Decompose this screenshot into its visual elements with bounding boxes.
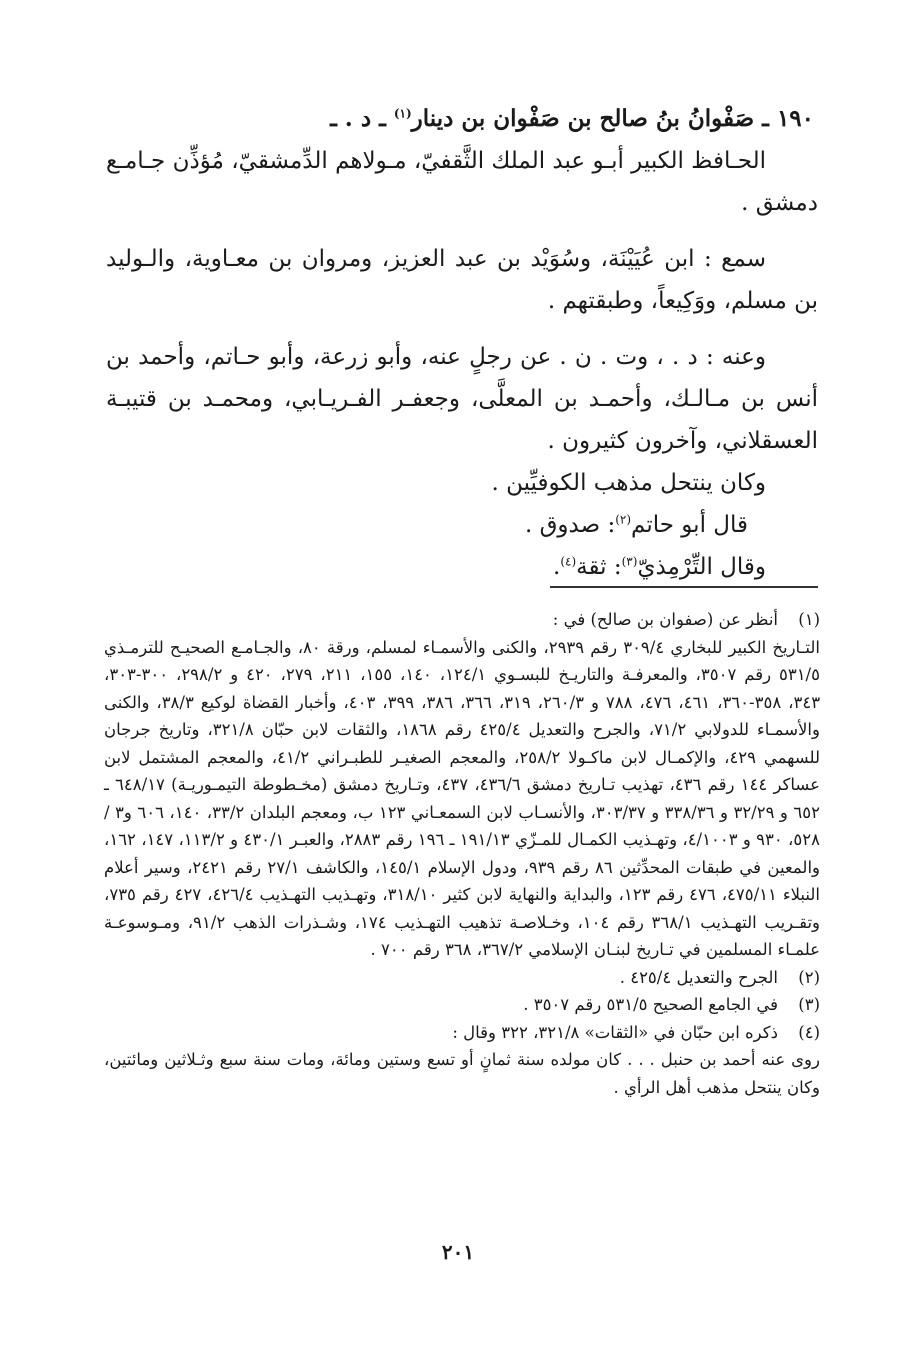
page-number: ٢٠١: [441, 1240, 475, 1264]
footnote-text: أنظر عن (صفوان بن صالح) في :: [552, 610, 778, 629]
footnote-number: (١): [798, 610, 820, 629]
entry-intro: الحـافظ الكبير أبـو عبد الملك الثَّقفيّ، مـولاهم الدِّمشقيّ، مُؤذِّن جـامـع دمشق .: [106, 148, 818, 216]
entry-heading: [106, 98, 818, 140]
biography-entry: [106, 98, 818, 588]
quote-tirmidhi-speaker: وقال التِّرْمِذيّ: [637, 554, 766, 580]
footnote-4: [104, 1019, 820, 1047]
entry-heading-suffix: ـ د . ـ: [330, 105, 394, 132]
entry-narrators: وعنه : د . ، وت . ن . عن رجلٍ عنه، وأبو زرعة، وأبو حـاتم، وأحمد بن أنس بن مـالـك، وأحمـد بن المعلَّى، وجعفـر الفـريـابي، ومحمـد بن قتيبـة العسقلاني، وآخرون كثيرون .: [106, 344, 818, 454]
entry-madhhab: وكان ينتحل مذهب الكوفيِّين .: [491, 470, 766, 496]
footnote-text: في الجامع الصحيح ٥٣١/٥ رقم ٣٥٠٧ .: [523, 995, 778, 1014]
entry-heard-from: سمع : ابن عُيَيْنَة، وسُوَيْد بن عبد العزيز، ومروان بن معـاوية، والـوليد بن مسلم، ووَكِيعاً، وطبقتهم .: [106, 246, 818, 314]
quote-abu-hatim-verdict: : صدوق .: [524, 512, 616, 538]
footnote-text: الجرح والتعديل ٤٢٥/٤ .: [619, 967, 778, 987]
footnote-divider: [550, 586, 818, 588]
footnote-number: (٢): [798, 967, 820, 987]
footnote-1: [104, 606, 820, 634]
footnotes: [104, 606, 820, 1101]
footnote-number: (٣): [798, 995, 820, 1014]
footnote-4-quote: روى عنه أحمد بن حنبل . . . كان مولده سنة ثمانٍ أو تسع وستين ومائة، ومات سنة سبع وثـلاثين ومائتين، وكان ينتحل مذهب أهل الرأي .: [104, 1050, 820, 1097]
footnote-ref-3: (٣): [621, 554, 638, 569]
footnote-ref-2: (٢): [615, 512, 632, 527]
footnote-1-sources: التـاريخ الكبير للبخاري ٣٠٩/٤ رقم ٢٩٣٩، والكنى والأسمـاء لمسلم، ورقة ٨٠، والجـامـع الصحيـح للترمـذي ٥٣١/٥ رقم ٣٥٠٧، والمعرفـة والتاريـخ للبسـوي ١٢٤/١، ١٤٠، ١٥٥، ٢١١، ٢٧٩، ٤٢٠ و ٢٩٨/٢، ٣٠٠-٣٠٣، ٣٤٣، ٣٥٨-٣٦٠، ٤٦١، ٤٧٦، ٧٨٨ و ٢٦٠/٣، ٣١٩، ٣٦٦، ٣٨٦، ٣٩٩، ٤٠٣، وأخبار القضاة لوكيع ٣٨/٣، والكنى والأسمـاء للدولابي ٧١/٢، والجرح والتعديل ٤٢٥/٤ رقم ١٨٦٨، والثقات لابن حبّان ٣٢١/٨، وتاريخ جرجان للسهمي ٤٢٩، والإكمـال لابن ماكـولا ٢٥٨/٢، والمعجم الصغيـر للطبـراني ٤١/٢، والمعجم المشتمل لابن عساكر ١٤٤ رقم ٤٣٦، تهذيب تـاريخ دمشق ٤٣٦/٦، ٤٣٧، وتـاريخ دمشق (مخـطوطة التيمـوريـة) ٦٤٨/١٧ ـ ٦٥٢ و ٣٢/٢٩ و ٣٣٨/٣٦ و ٣٠٣/٣٧، والأنسـاب لابن السمعـاني ١٢٣ ب، ومعجم البلدان ٣٣/٢، ١٤٠، ٦٠٦ و٣ /٥٢٨، ٩٣٠ و ٤/١٠٠٣، وتهـذيب الكمـال للمـزّي ١٩١/١٣ ـ ١٩٦ رقم ٢٨٨٣، والعبـر ٤٣٠/١ و ١١٣/٢، ١٤٧، ١٦٢، والمعين في طبقات المحدِّثين ٨٦ رقم ٩٣٩، ودول الإسلام ١٤٥/١، والكاشف ٢٧/١ رقم ٢٤٢١، وسير أعلام النبلاء ٤٧٥/١١، ٤٧٦ رقم ١٢٣، والبداية والنهاية لابن كثير ٣١٨/١٠، وتهـذيب التهـذيب ٤٢٦/٤، ٤٢٧ رقم ٧٣٥، وتقـريب التهـذيب ٣٦٨/١ رقم ١٠٤، وخـلاصـة تذهيب التهـذيب ١٧٤، وشـذرات الذهب ٩١/٢، ومـوسوعـة علمـاء المسلمين في تـاريخ لبنـان الإسلامي ٣٦٧/٢، ٣٦٨ رقم ٧٠٠ .: [104, 637, 821, 959]
footnote-ref-4: (٤): [560, 554, 577, 569]
footnote-3: [104, 991, 820, 1019]
quote-tirmidhi-end: .: [553, 554, 561, 580]
quote-tirmidhi: [106, 546, 818, 588]
quote-tirmidhi-verdict: : ثقة: [576, 554, 622, 580]
quote-abu-hatim: [106, 504, 818, 546]
quote-abu-hatim-speaker: قال أبو حاتم: [631, 512, 748, 538]
entry-title: ١٩٠ ـ صَفْوانُ بنُ صالح بن صَفْوان بن دينار: [411, 105, 814, 132]
footnote-text: ذكره ابن حبّان في «الثقات» ٣٢١/٨، ٣٢٢ وقال :: [452, 1022, 778, 1042]
footnote-2: [104, 964, 820, 992]
footnote-ref-1: (١): [393, 106, 412, 121]
footnote-number: (٤): [798, 1022, 820, 1042]
